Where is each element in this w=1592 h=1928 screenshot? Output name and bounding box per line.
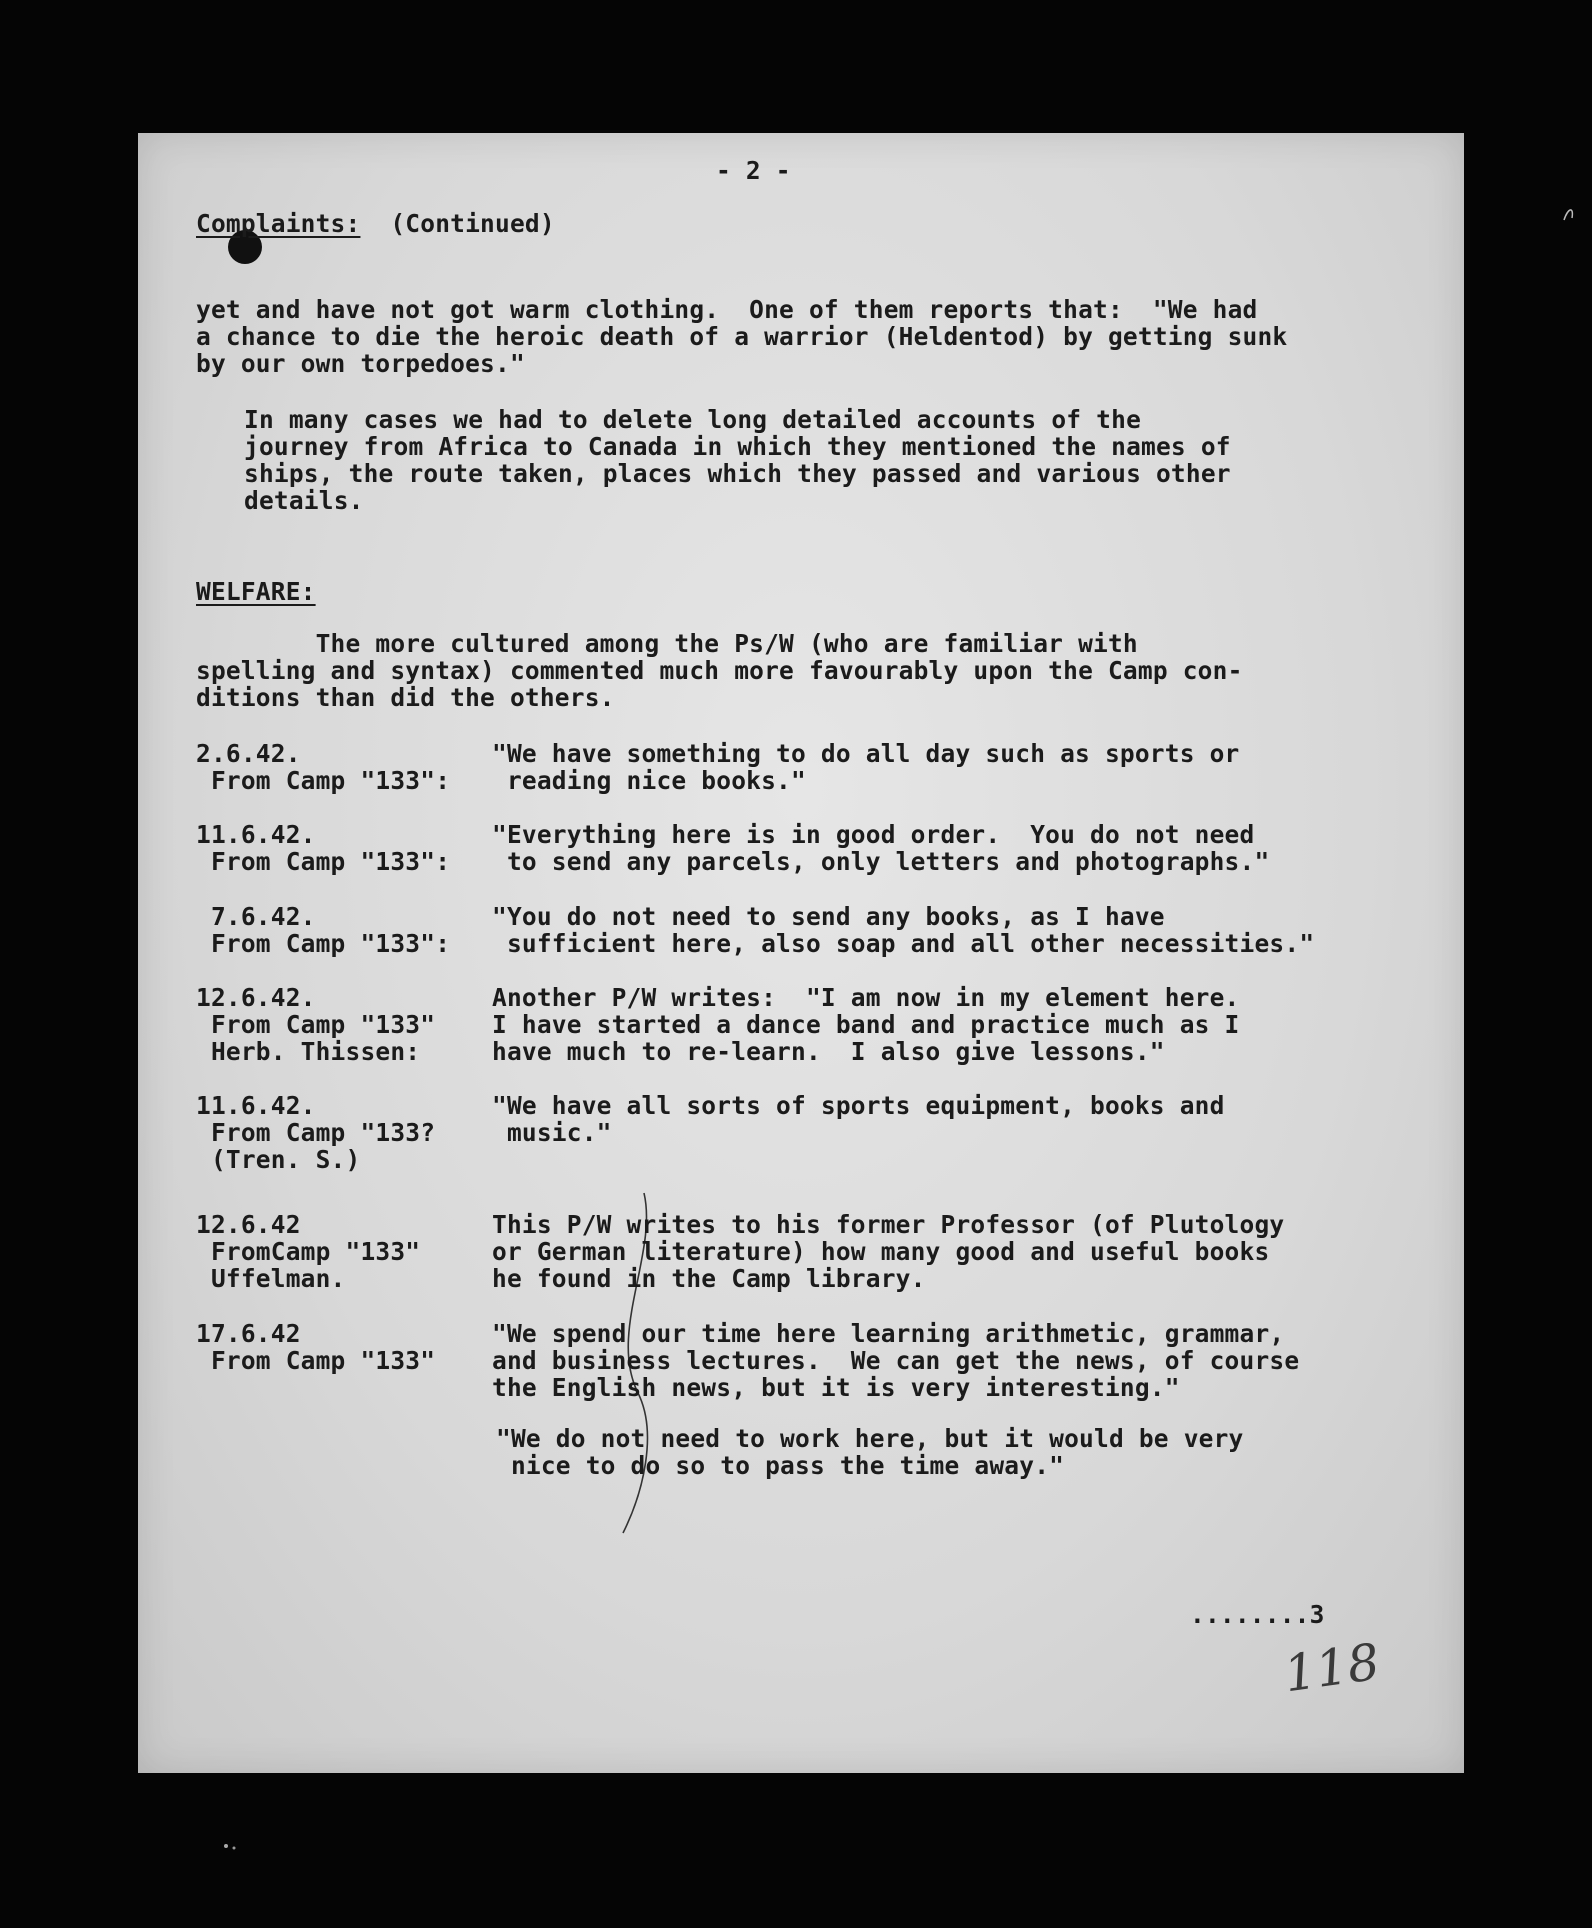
text-line: details. — [244, 486, 364, 515]
complaints-continuation — [196, 296, 1287, 377]
entry-camp: From Camp "133": — [196, 929, 451, 958]
complaints-heading-label: Complaints: — [196, 209, 361, 238]
entry-date: 11.6.42. — [196, 1091, 316, 1120]
entry-date: 12.6.42. — [196, 983, 316, 1012]
welfare-continuation — [496, 1425, 1244, 1479]
text-line: nice to do so to pass the time away." — [496, 1451, 1065, 1480]
text-line: The more cultured among the Ps/W (who are familiar with — [196, 629, 1138, 658]
entry-author: (Tren. S.) — [196, 1145, 361, 1174]
entry-date: 17.6.42 — [196, 1319, 301, 1348]
entry-camp: FromCamp "133" — [196, 1237, 421, 1266]
text-line: spelling and syntax) commented much more favourably upon the Camp con- — [196, 656, 1243, 685]
text-line: ships, the route taken, places which they passed and various other — [244, 459, 1231, 488]
entry-author: Herb. Thissen: — [196, 1037, 421, 1066]
entry-camp: From Camp "133": — [196, 847, 451, 876]
text-line: journey from Africa to Canada in which they mentioned the names of — [244, 432, 1231, 461]
document-page — [138, 133, 1464, 1773]
handwritten-folio-number: 118 — [1280, 1632, 1384, 1704]
welfare-intro — [196, 630, 1243, 711]
text-line: and business lectures. We can get the news, of course — [492, 1346, 1300, 1375]
text-line: he found in the Camp library. — [492, 1264, 926, 1293]
entry-source — [196, 903, 450, 957]
entry-date: 7.6.42. — [196, 902, 316, 931]
entry-date: 11.6.42. — [196, 820, 316, 849]
text-line: This P/W writes to his former Professor (of Plutology — [492, 1210, 1285, 1239]
text-line: the English news, but it is very interesting." — [492, 1373, 1180, 1402]
entry-source — [196, 821, 450, 875]
welfare-heading — [196, 578, 316, 605]
text-line: to send any parcels, only letters and photographs." — [492, 847, 1270, 876]
entry-quote — [492, 903, 1314, 957]
entry-camp: From Camp "133? — [196, 1118, 436, 1147]
entry-camp: From Camp "133" — [196, 1010, 436, 1039]
entry-source — [196, 1211, 420, 1292]
welfare-heading-label: WELFARE: — [196, 577, 316, 606]
text-line: Another P/W writes: "I am now in my element here. — [492, 983, 1240, 1012]
text-line: music." — [492, 1118, 612, 1147]
complaints-paragraph — [244, 406, 1231, 514]
text-line: sufficient here, also soap and all other necessities." — [492, 929, 1315, 958]
text-line: I have started a dance band and practice much as I — [492, 1010, 1240, 1039]
entry-camp: From Camp "133" — [196, 1346, 436, 1375]
entry-quote — [492, 1320, 1299, 1401]
text-line: a chance to die the heroic death of a warrior (Heldentod) by getting sunk — [196, 322, 1288, 351]
text-line: "You do not need to send any books, as I have — [492, 902, 1165, 931]
text-line: have much to re-learn. I also give lessons." — [492, 1037, 1165, 1066]
text-line: "We spend our time here learning arithmetic, grammar, — [492, 1319, 1285, 1348]
entry-author: Uffelman. — [196, 1264, 346, 1293]
text-line: yet and have not got warm clothing. One of them reports that: "We had — [196, 295, 1258, 324]
text-line: by our own torpedoes." — [196, 349, 525, 378]
entry-quote — [492, 1211, 1284, 1292]
entry-source — [196, 984, 435, 1065]
text-line: "Everything here is in good order. You do not need — [492, 820, 1255, 849]
entry-quote — [492, 984, 1240, 1065]
complaints-heading — [196, 210, 555, 237]
scan-speck — [1560, 200, 1580, 230]
text-line: "We have something to do all day such as sports or — [492, 739, 1240, 768]
text-line: ditions than did the others. — [196, 683, 615, 712]
entry-quote — [492, 1092, 1225, 1146]
complaints-heading-suffix: (Continued) — [390, 209, 555, 238]
text-line: In many cases we had to delete long detailed accounts of the — [244, 405, 1142, 434]
entry-date: 2.6.42. — [196, 739, 301, 768]
entry-date: 12.6.42 — [196, 1210, 301, 1239]
next-page-marker: ........3 — [1190, 1600, 1325, 1629]
entry-source — [196, 1320, 435, 1374]
text-line: "We do not need to work here, but it would be very — [496, 1424, 1244, 1453]
text-line: or German literature) how many good and useful books — [492, 1237, 1270, 1266]
text-line: "We have all sorts of sports equipment, books and — [492, 1091, 1225, 1120]
page-number: - 2 - — [716, 156, 791, 185]
entry-quote — [492, 821, 1269, 875]
entry-source — [196, 1092, 435, 1173]
scan-speck — [220, 1838, 250, 1858]
text-line: reading nice books." — [492, 766, 806, 795]
entry-quote — [492, 740, 1240, 794]
entry-source — [196, 740, 450, 794]
entry-camp: From Camp "133": — [196, 766, 451, 795]
